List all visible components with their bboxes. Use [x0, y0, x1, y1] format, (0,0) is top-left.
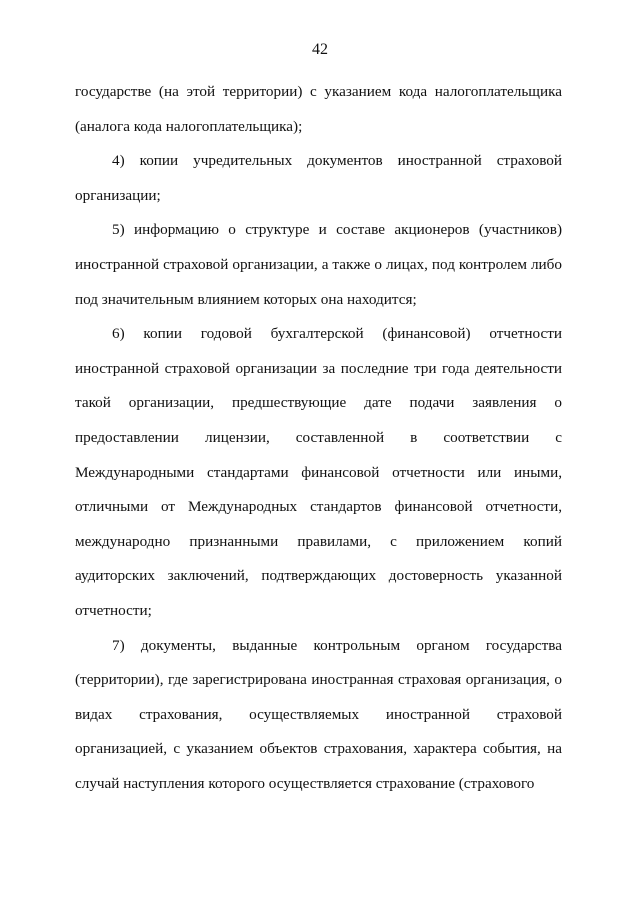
paragraph-item-6: 6) копии годовой бухгалтерской (финансовой) отчетности иностранной страховой организации за последние три года деятельности такой организации, предшествующие дате подачи заявления о предоставлении лицензии, составленной в соответствии с Международными стандартами финансовой отчетности или иными, отличными от Международных стандартов финансовой отчетности, международно признанными правилами, с приложением копий аудиторских заключений, подтверждающих достоверность указанной отчетности;: [75, 325, 562, 619]
page-number: 42: [312, 41, 328, 58]
paragraph-item-4: 4) копии учредительных документов иностранной страховой организации;: [75, 152, 562, 204]
paragraph-continuation: государстве (на этой территории) с указанием кода налогоплательщика (аналога кода налогоплательщика);: [75, 83, 562, 135]
document-body: [75, 75, 562, 801]
paragraph-item-5: 5) информацию о структуре и составе акционеров (участников) иностранной страховой организации, а также о лицах, под контролем либо под значительным влиянием которых она находится;: [75, 221, 562, 308]
paragraph-item-7: 7) документы, выданные контрольным органом государства (территории), где зарегистрирована иностранная страховая организация, о видах страхования, осуществляемых иностранной страховой организацией, с указанием объектов страхования, характера события, на случай наступления которого осуществляется страхование (страхового: [75, 636, 562, 792]
